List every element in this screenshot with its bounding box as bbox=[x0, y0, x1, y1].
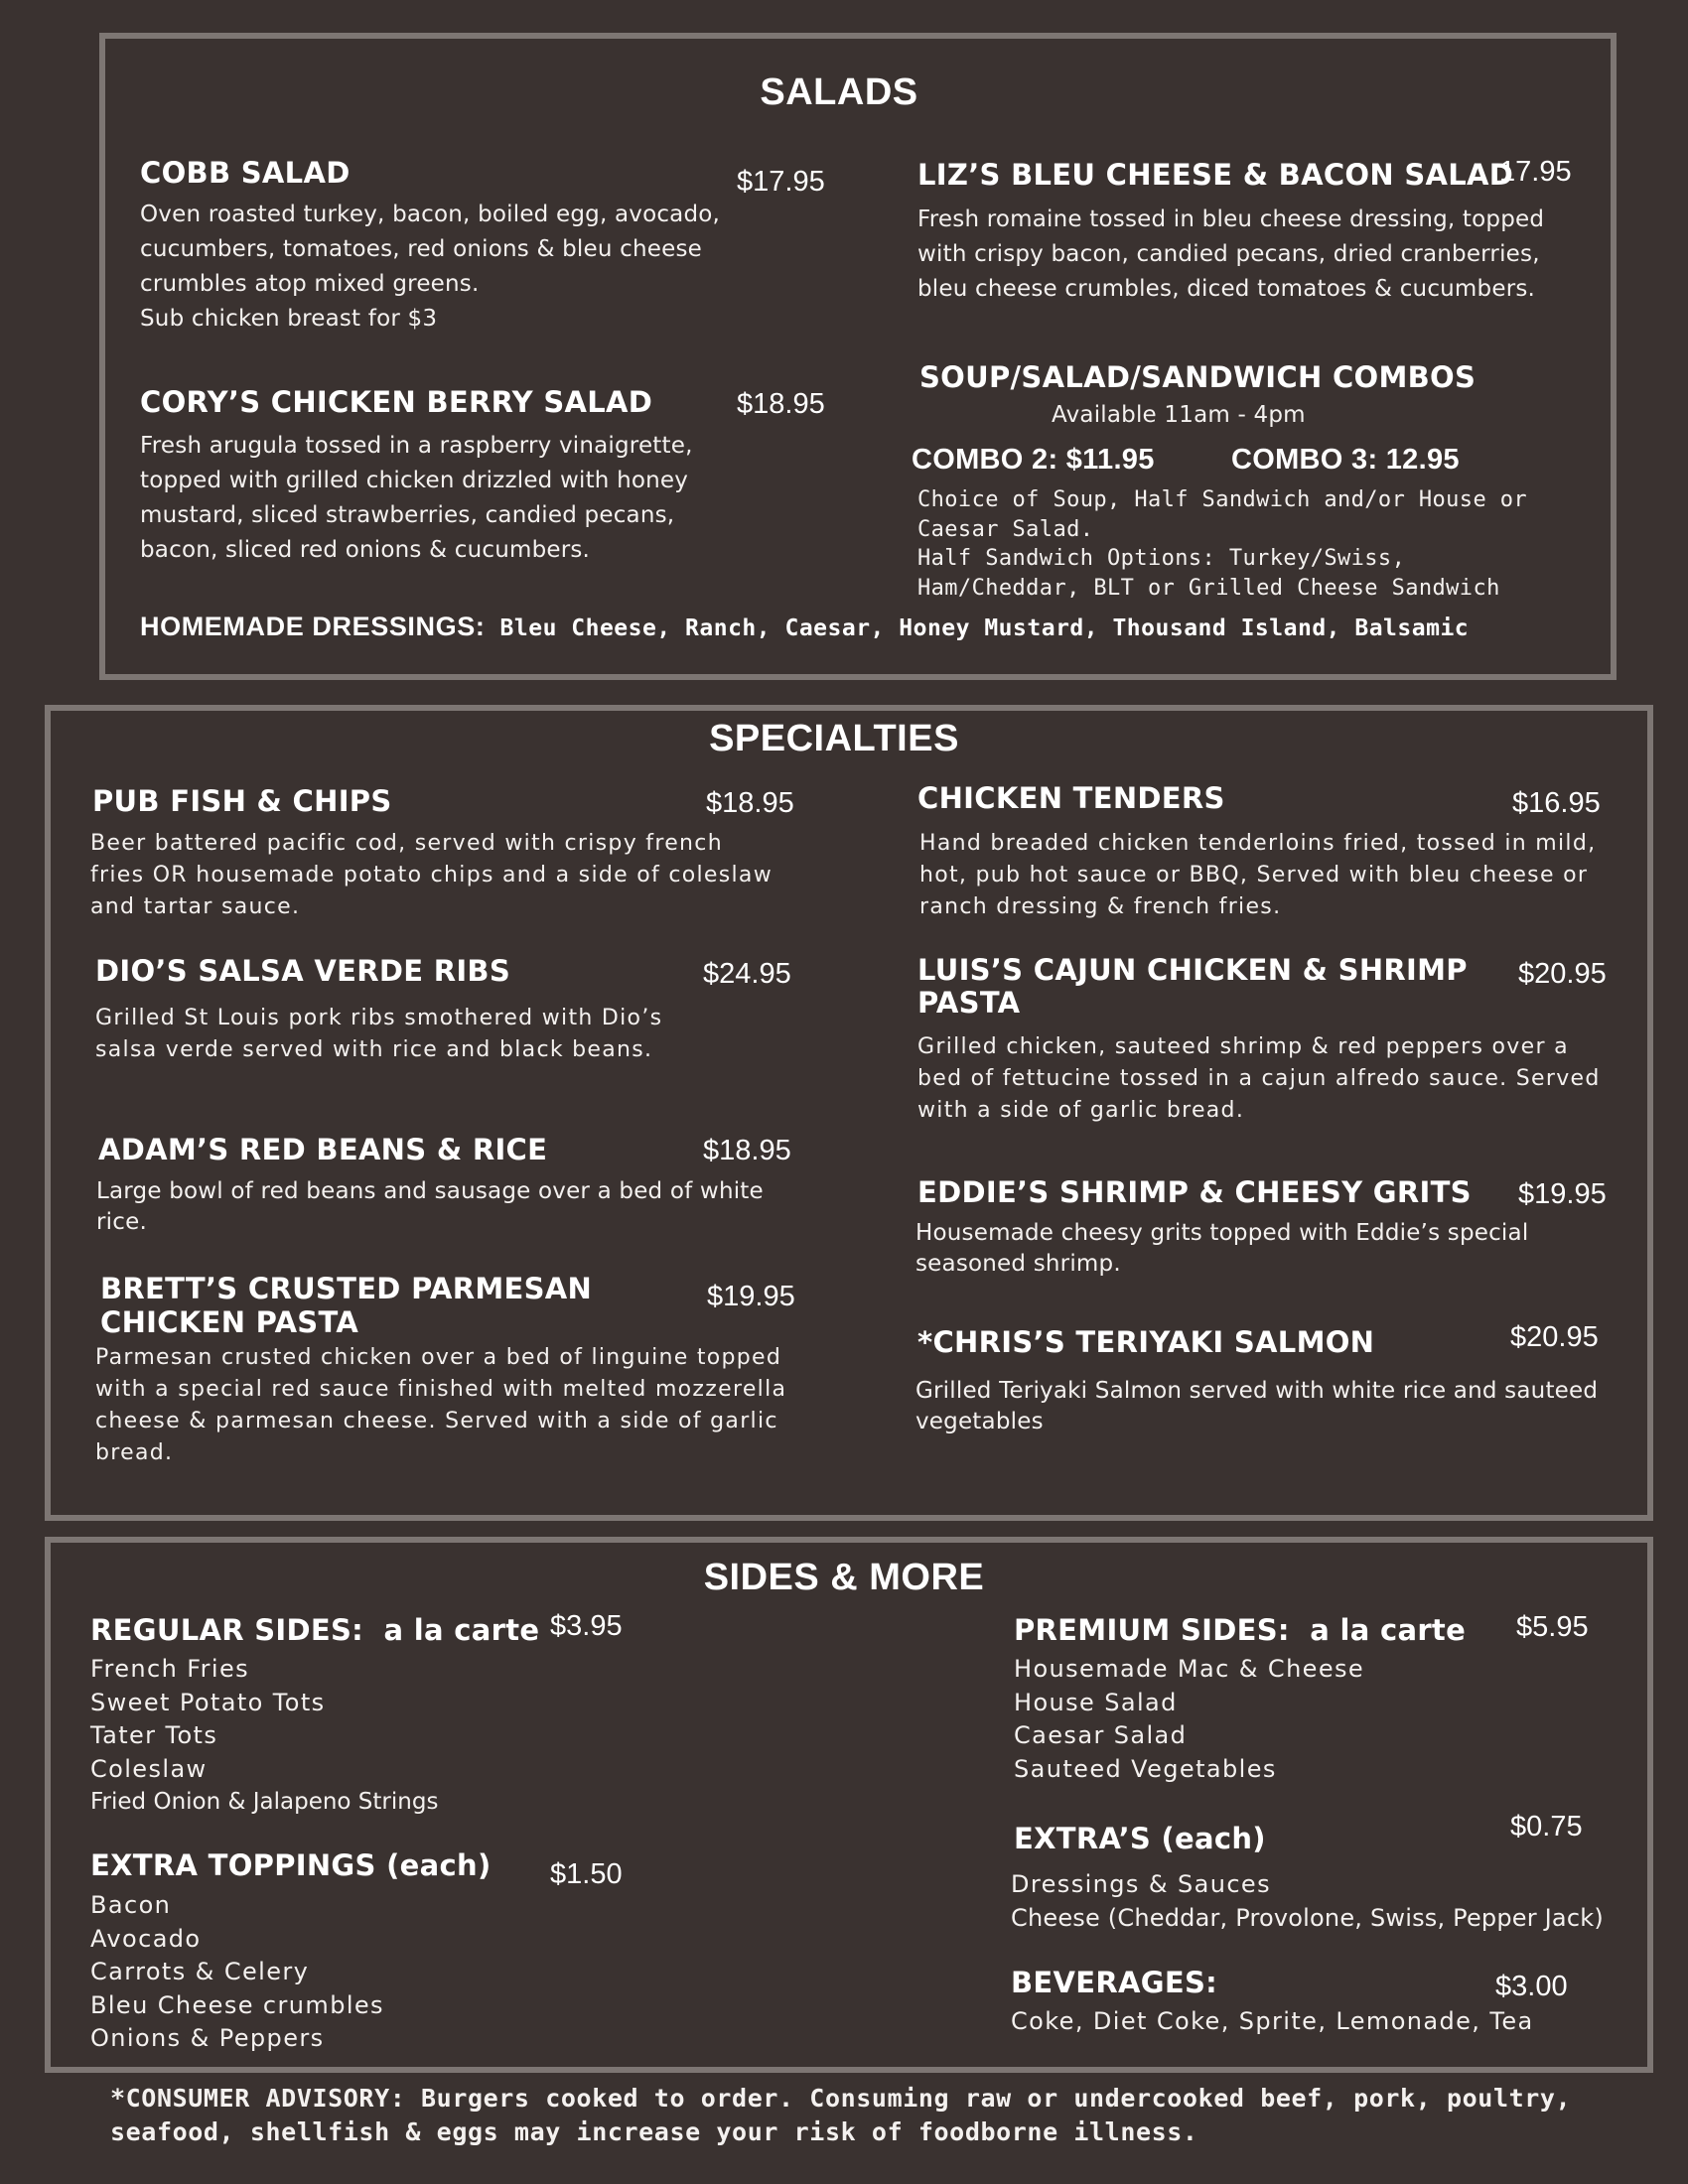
beverages-name: BEVERAGES: bbox=[1011, 1966, 1218, 1999]
regular-sides-name bbox=[90, 1613, 539, 1647]
salads-heading: SALADS bbox=[760, 71, 918, 113]
combo-3-price: COMBO 3: 12.95 bbox=[1231, 444, 1460, 476]
list-item: French Fries bbox=[90, 1655, 250, 1683]
list-item: Carrots & Celery bbox=[90, 1958, 310, 1985]
extras-price: $0.75 bbox=[1510, 1811, 1583, 1843]
premium-sides-name bbox=[1014, 1613, 1466, 1647]
teriyaki-salmon-description: Grilled Teriyaki Salmon served with white rice and sauteed vegetables bbox=[915, 1378, 1599, 1434]
cobb-salad-description: Oven roasted turkey, bacon, boiled egg, avocado, cucumbers, tomatoes, red onions & bleu cheese crumbles atop mixed greens. bbox=[140, 202, 721, 297]
teriyaki-salmon-price: $20.95 bbox=[1510, 1321, 1599, 1353]
list-item: Avocado bbox=[90, 1924, 202, 1953]
cobb-salad-name: COBB SALAD bbox=[140, 156, 351, 190]
chicken-tenders-description: Hand breaded chicken tenderloins fried, tossed in mild, hot, pub hot sauce or BBQ, Served with bleu cheese or ranch dressing & french fries. bbox=[919, 831, 1597, 919]
chicken-tenders-name: CHICKEN TENDERS bbox=[917, 781, 1225, 815]
combos-half-sandwich-options: Half Sandwich Options: Turkey/Swiss, Ham/Cheddar, BLT or Grilled Cheese Sandwich bbox=[917, 546, 1500, 601]
liz-salad-description: Fresh romaine tossed in bleu cheese dressing, topped with crispy bacon, candied pecans, dried cranberries, bleu cheese crumbles, diced tomatoes & cucumbers. bbox=[917, 206, 1545, 302]
cory-salad-price: $18.95 bbox=[737, 388, 825, 420]
fish-chips-description: Beer battered pacific cod, served with crispy french fries OR housemade potato chips and a side of coleslaw and tartar sauce. bbox=[90, 831, 773, 919]
cobb-salad-note: Sub chicken breast for $3 bbox=[140, 306, 438, 332]
list-item: House Salad bbox=[1014, 1688, 1178, 1716]
shrimp-grits-price: $19.95 bbox=[1518, 1178, 1607, 1210]
cajun-pasta-description: Grilled chicken, sauteed shrimp & red peppers over a bed of fettucine tossed in a cajun alfredo sauce. Served with a side of garlic bread. bbox=[917, 1034, 1601, 1123]
shrimp-grits-name: EDDIE’S SHRIMP & CHEESY GRITS bbox=[917, 1175, 1472, 1209]
brett-pasta-name-line1: BRETT’S CRUSTED PARMESAN bbox=[100, 1272, 593, 1305]
extra-toppings-price: $1.50 bbox=[550, 1858, 623, 1890]
extras-name: EXTRA’S (each) bbox=[1014, 1822, 1266, 1855]
list-item: Tater Tots bbox=[90, 1721, 218, 1749]
premium-sides-price: $5.95 bbox=[1516, 1611, 1589, 1643]
combos-description: Choice of Soup, Half Sandwich and/or House or Caesar Salad. bbox=[917, 487, 1528, 542]
premium-sides-list bbox=[1014, 1653, 1364, 1786]
chicken-tenders-price: $16.95 bbox=[1512, 787, 1601, 819]
list-item: Bleu Cheese crumbles bbox=[90, 1990, 384, 2019]
brett-pasta-price: $19.95 bbox=[707, 1281, 795, 1312]
list-item: Dressings & Sauces bbox=[1011, 1870, 1272, 1898]
extra-toppings-name: EXTRA TOPPINGS (each) bbox=[90, 1848, 492, 1882]
premium-sides-suffix: a la carte bbox=[1310, 1613, 1467, 1647]
combos-availability: Available 11am - 4pm bbox=[1052, 402, 1306, 428]
shrimp-grits-description: Housemade cheesy grits topped with Eddie’s special seasoned shrimp. bbox=[915, 1220, 1529, 1277]
list-item: Bacon bbox=[90, 1891, 172, 1919]
cory-salad-name: CORY’S CHICKEN BERRY SALAD bbox=[140, 385, 653, 419]
list-item: Sauteed Vegetables bbox=[1014, 1754, 1277, 1783]
homemade-dressings-line bbox=[140, 612, 1469, 642]
sides-heading: SIDES & MORE bbox=[703, 1557, 985, 1598]
liz-salad-price: 17.95 bbox=[1499, 156, 1572, 188]
list-item: Coleslaw bbox=[90, 1754, 208, 1783]
list-item: Fried Onion & Jalapeno Strings bbox=[90, 1789, 439, 1815]
red-beans-rice-name: ADAM’S RED BEANS & RICE bbox=[98, 1133, 548, 1166]
salsa-verde-ribs-description: Grilled St Louis pork ribs smothered with Dio’s salsa verde served with rice and black beans. bbox=[95, 1006, 663, 1062]
brett-pasta-description: Parmesan crusted chicken over a bed of linguine topped with a special red sauce finished with melted mozzerella cheese & parmesan cheese. Served with a side of garlic bread. bbox=[95, 1345, 787, 1465]
list-item: Onions & Peppers bbox=[90, 2024, 325, 2052]
consumer-advisory: *CONSUMER ADVISORY: Burgers cooked to order. Consuming raw or undercooked beef, pork, poultry, seafood, shellfish & eggs may increase your risk of foodborne illness. bbox=[110, 2084, 1572, 2146]
brett-pasta-name-line2: CHICKEN PASTA bbox=[100, 1305, 359, 1339]
regular-sides-label: REGULAR SIDES: bbox=[90, 1613, 364, 1647]
regular-sides-list bbox=[90, 1653, 438, 1820]
combo-2-price: COMBO 2: $11.95 bbox=[912, 444, 1155, 476]
beverages-list: Coke, Diet Coke, Sprite, Lemonade, Tea bbox=[1011, 2007, 1534, 2035]
cory-salad-description: Fresh arugula tossed in a raspberry vinaigrette, topped with grilled chicken drizzled with honey mustard, sliced strawberries, candied pecans, bacon, sliced red onions & cucumbers. bbox=[140, 433, 693, 563]
liz-salad-name: LIZ’S BLEU CHEESE & BACON SALAD bbox=[917, 158, 1514, 192]
cobb-salad-price: $17.95 bbox=[737, 166, 825, 198]
dressings-list: Bleu Cheese, Ranch, Caesar, Honey Mustard, Thousand Island, Balsamic bbox=[499, 615, 1470, 641]
premium-sides-label: PREMIUM SIDES: bbox=[1014, 1613, 1290, 1647]
extras-list bbox=[1011, 1868, 1604, 1935]
red-beans-rice-price: $18.95 bbox=[703, 1135, 791, 1166]
salsa-verde-ribs-name: DIO’S SALSA VERDE RIBS bbox=[95, 954, 511, 988]
teriyaki-salmon-name: *CHRIS’S TERIYAKI SALMON bbox=[917, 1325, 1375, 1359]
list-item: Sweet Potato Tots bbox=[90, 1688, 326, 1716]
specialties-heading: SPECIALTIES bbox=[709, 718, 959, 759]
list-item: Caesar Salad bbox=[1014, 1721, 1188, 1749]
salsa-verde-ribs-price: $24.95 bbox=[703, 958, 791, 990]
fish-chips-price: $18.95 bbox=[706, 787, 794, 819]
combos-name: SOUP/SALAD/SANDWICH COMBOS bbox=[919, 360, 1477, 394]
extra-toppings-list bbox=[90, 1889, 384, 2056]
regular-sides-price: $3.95 bbox=[550, 1610, 623, 1642]
cajun-pasta-name-line1: LUIS’S CAJUN CHICKEN & SHRIMP bbox=[917, 953, 1468, 987]
beverages-price: $3.00 bbox=[1495, 1971, 1568, 2002]
cajun-pasta-price: $20.95 bbox=[1518, 958, 1607, 990]
list-item: Housemade Mac & Cheese bbox=[1014, 1655, 1365, 1683]
regular-sides-suffix: a la carte bbox=[383, 1613, 540, 1647]
fish-chips-name: PUB FISH & CHIPS bbox=[92, 784, 392, 818]
list-item: Cheese (Cheddar, Provolone, Swiss, Pepper Jack) bbox=[1011, 1903, 1604, 1932]
red-beans-rice-description: Large bowl of red beans and sausage over a bed of white rice. bbox=[96, 1178, 764, 1235]
dressings-label: HOMEMADE DRESSINGS: bbox=[140, 612, 486, 641]
cajun-pasta-name-line2: PASTA bbox=[917, 986, 1021, 1020]
